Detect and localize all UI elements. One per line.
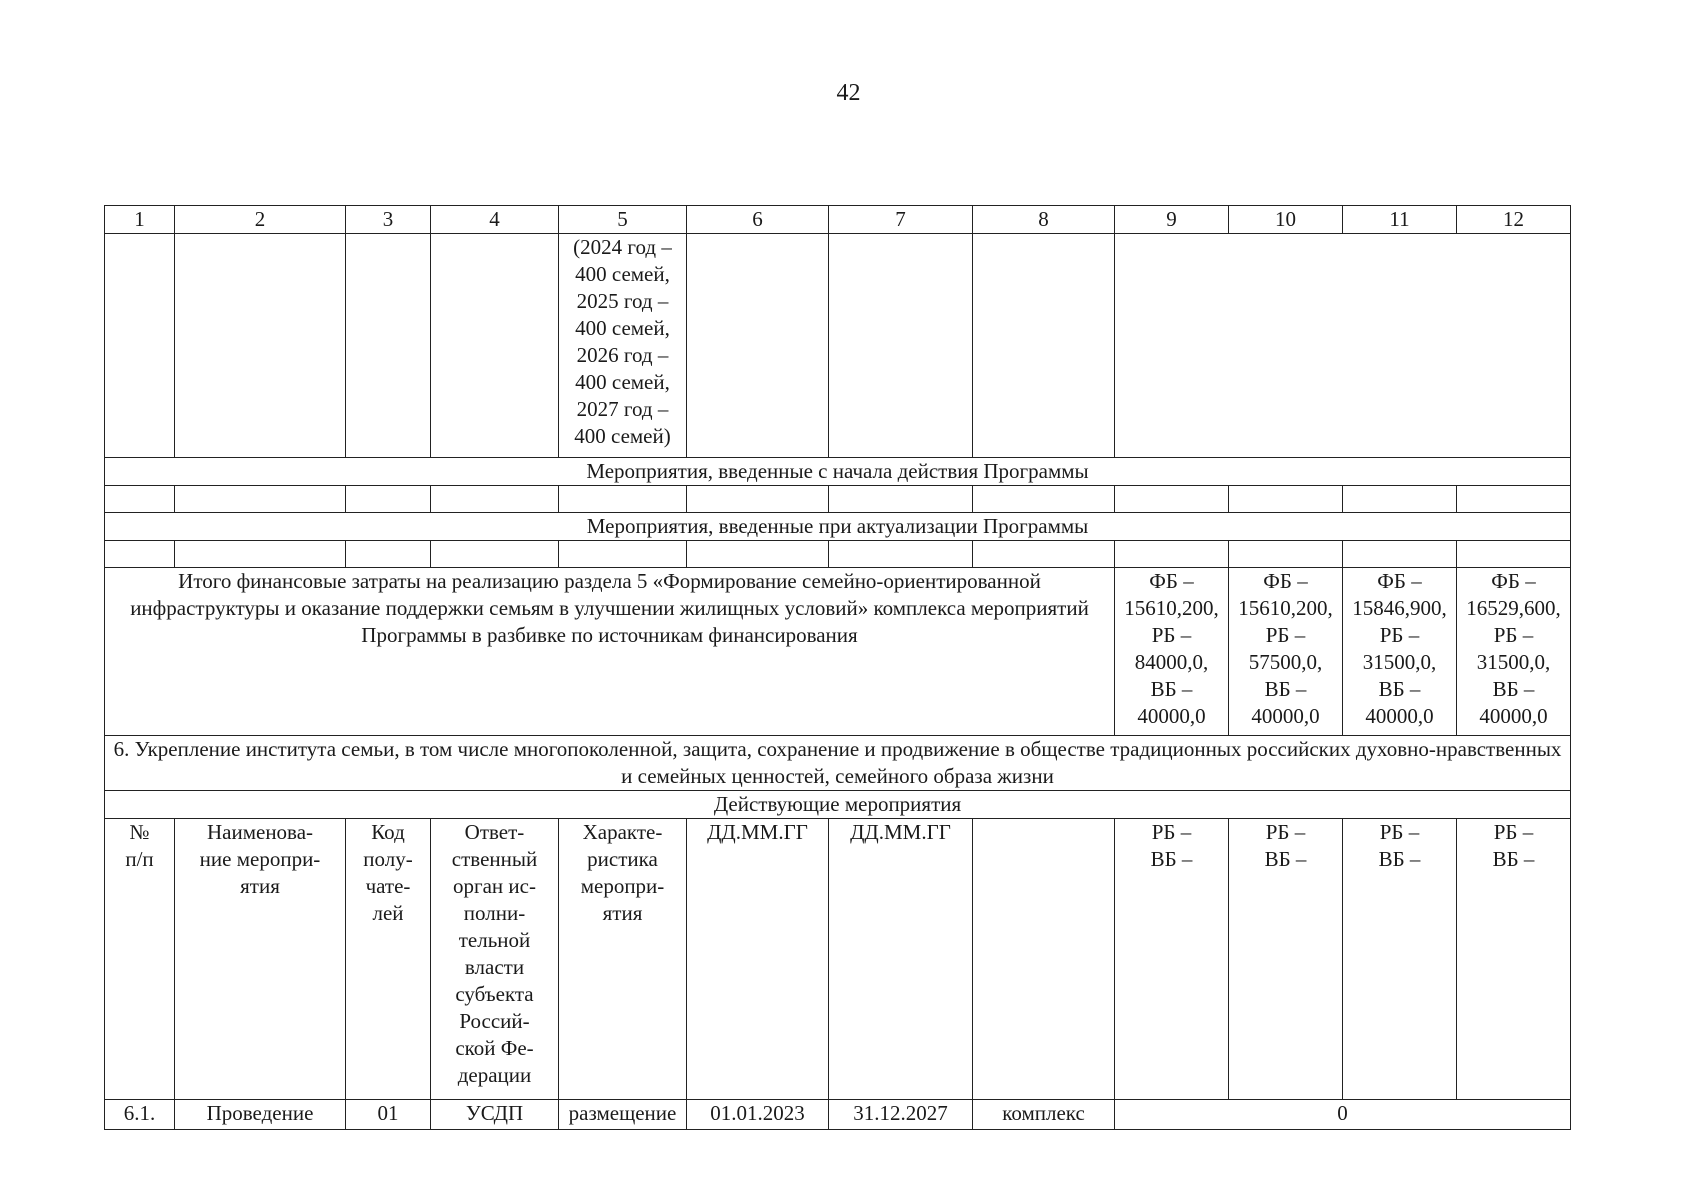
amount-line: ВБ – bbox=[1264, 677, 1307, 701]
amount-line: 15846,900, bbox=[1352, 596, 1447, 620]
amount-line: ВБ – bbox=[1378, 677, 1421, 701]
col-number: 7 bbox=[829, 206, 973, 234]
amount-line: 16529,600, bbox=[1466, 596, 1561, 620]
template-header-row bbox=[105, 819, 1571, 1100]
table-cell bbox=[687, 486, 829, 513]
total-amount-cell bbox=[1229, 568, 1343, 736]
total-costs-label: Итого финансовые затраты на реализацию раздела 5 «Формирование семейно-ориентированной инфраструктуры и оказание поддержки семьям в улучшении жилищных условий» комплекса мероприятий Программы в разбивке по источникам финансирования bbox=[105, 568, 1115, 736]
amount-line: 15610,200, bbox=[1124, 596, 1219, 620]
table-cell bbox=[1343, 486, 1457, 513]
amount-line: РБ – bbox=[1265, 820, 1306, 844]
recipient-code: 01 bbox=[346, 1100, 431, 1130]
amount-line: РБ – bbox=[1379, 820, 1420, 844]
section-started-label: Мероприятия, введенные с начала действия Программы bbox=[105, 458, 1571, 486]
amount-line: ФБ – bbox=[1149, 569, 1194, 593]
amount-line: 31500,0, bbox=[1476, 650, 1551, 674]
total-amount-cell bbox=[1115, 568, 1229, 736]
col8-value: комплекс bbox=[973, 1100, 1115, 1130]
table-cell bbox=[1229, 541, 1343, 568]
section-6-row bbox=[105, 736, 1571, 791]
cell-line: Характе- bbox=[582, 820, 663, 844]
table-cell bbox=[1115, 234, 1571, 458]
cell-line: 400 семей, bbox=[575, 370, 670, 394]
table-cell bbox=[346, 234, 431, 458]
table-cell bbox=[973, 541, 1115, 568]
table-cell bbox=[829, 234, 973, 458]
amount-line: ФБ – bbox=[1263, 569, 1308, 593]
authority-header-cell bbox=[431, 819, 559, 1100]
table-cell bbox=[973, 819, 1115, 1100]
cell-line: 2026 год – bbox=[576, 343, 669, 367]
cell-line: меропри- bbox=[580, 874, 665, 898]
table-cell bbox=[559, 486, 687, 513]
amount-line: ВБ – bbox=[1264, 847, 1307, 871]
amount-line: 84000,0, bbox=[1134, 650, 1209, 674]
col-number: 10 bbox=[1229, 206, 1343, 234]
continuation-row bbox=[105, 234, 1571, 458]
table-cell bbox=[346, 541, 431, 568]
cell-line: ятия bbox=[602, 901, 643, 925]
funding-amount: 0 bbox=[1115, 1100, 1571, 1130]
table-cell bbox=[105, 541, 175, 568]
table-cell bbox=[1115, 486, 1229, 513]
cell-line: чате- bbox=[365, 874, 411, 898]
cell-line: лей bbox=[372, 901, 404, 925]
funding-header-cell bbox=[1115, 819, 1229, 1100]
amount-line: РБ – bbox=[1151, 623, 1192, 647]
end-date: 31.12.2027 bbox=[829, 1100, 973, 1130]
cell-line: субъекта bbox=[455, 982, 534, 1006]
column-number-row bbox=[105, 206, 1571, 234]
amount-line: 40000,0 bbox=[1137, 704, 1206, 728]
characteristic: размещение bbox=[559, 1100, 687, 1130]
table-cell bbox=[1457, 486, 1571, 513]
total-amount-cell bbox=[1457, 568, 1571, 736]
amount-line: ВБ – bbox=[1492, 847, 1535, 871]
table-cell bbox=[687, 541, 829, 568]
amount-line: 57500,0, bbox=[1248, 650, 1323, 674]
cell-line: п/п bbox=[125, 847, 154, 871]
amount-line: ВБ – bbox=[1378, 847, 1421, 871]
table-cell bbox=[829, 486, 973, 513]
measure-name-header-cell bbox=[175, 819, 346, 1100]
amount-line: ФБ – bbox=[1491, 569, 1536, 593]
table-cell bbox=[175, 486, 346, 513]
cell-line: ской Фе- bbox=[455, 1036, 534, 1060]
table-cell bbox=[973, 486, 1115, 513]
end-date-header-cell: ДД.ММ.ГГ bbox=[829, 819, 973, 1100]
recipient-code-header-cell bbox=[346, 819, 431, 1100]
col-number: 9 bbox=[1115, 206, 1229, 234]
amount-line: ВБ – bbox=[1150, 847, 1193, 871]
cell-line: 400 семей, bbox=[575, 262, 670, 286]
current-measures-label: Действующие мероприятия bbox=[105, 791, 1571, 819]
characteristic-header-cell bbox=[559, 819, 687, 1100]
col-number: 6 bbox=[687, 206, 829, 234]
table-cell bbox=[1115, 541, 1229, 568]
authority: УСДП bbox=[431, 1100, 559, 1130]
empty-row bbox=[105, 486, 1571, 513]
cell-line: ние меропри- bbox=[199, 847, 321, 871]
amount-line: РБ – bbox=[1265, 623, 1306, 647]
current-measures-row bbox=[105, 791, 1571, 819]
table-cell bbox=[973, 234, 1115, 458]
families-per-year-cell bbox=[559, 234, 687, 458]
row-number: 6.1. bbox=[105, 1100, 175, 1130]
cell-line: Ответ- bbox=[464, 820, 525, 844]
start-date: 01.01.2023 bbox=[687, 1100, 829, 1130]
section-updated-row bbox=[105, 513, 1571, 541]
cell-line: Наименова- bbox=[206, 820, 314, 844]
cell-line: тельной bbox=[458, 928, 531, 952]
cell-line: полу- bbox=[363, 847, 413, 871]
page-number: 42 bbox=[836, 80, 861, 106]
col-number: 3 bbox=[346, 206, 431, 234]
amount-line: РБ – bbox=[1493, 820, 1534, 844]
col-number: 4 bbox=[431, 206, 559, 234]
table-cell bbox=[105, 486, 175, 513]
cell-line: 400 семей, bbox=[575, 316, 670, 340]
col-number: 12 bbox=[1457, 206, 1571, 234]
cell-line: полни- bbox=[463, 901, 526, 925]
table-cell bbox=[559, 541, 687, 568]
col-number: 8 bbox=[973, 206, 1115, 234]
cell-line: 2027 год – bbox=[576, 397, 669, 421]
amount-line: 31500,0, bbox=[1362, 650, 1437, 674]
table-cell bbox=[1343, 541, 1457, 568]
amount-line: РБ – bbox=[1379, 623, 1420, 647]
cell-line: дерации bbox=[457, 1063, 532, 1087]
table-cell bbox=[829, 541, 973, 568]
amount-line: 40000,0 bbox=[1479, 704, 1548, 728]
funding-header-cell bbox=[1229, 819, 1343, 1100]
table-cell bbox=[431, 486, 559, 513]
cell-line: ятия bbox=[240, 874, 280, 898]
cell-line: № bbox=[129, 820, 150, 844]
cell-line: 400 семей) bbox=[574, 424, 671, 448]
amount-line: РБ – bbox=[1151, 820, 1192, 844]
amount-line: ВБ – bbox=[1150, 677, 1193, 701]
funding-header-cell bbox=[1457, 819, 1571, 1100]
cell-line: орган ис- bbox=[453, 874, 536, 898]
amount-line: 40000,0 bbox=[1365, 704, 1434, 728]
table-cell bbox=[1457, 541, 1571, 568]
amount-line: ФБ – bbox=[1377, 569, 1422, 593]
measure-name: Проведение bbox=[175, 1100, 346, 1130]
col-number: 2 bbox=[175, 206, 346, 234]
total-amount-cell bbox=[1343, 568, 1457, 736]
funding-header-cell bbox=[1343, 819, 1457, 1100]
table-cell bbox=[431, 234, 559, 458]
start-date-header-cell: ДД.ММ.ГГ bbox=[687, 819, 829, 1100]
col-number: 11 bbox=[1343, 206, 1457, 234]
table-cell bbox=[1229, 486, 1343, 513]
table-cell bbox=[431, 541, 559, 568]
amount-line: РБ – bbox=[1493, 623, 1534, 647]
table-cell bbox=[105, 234, 175, 458]
table-cell bbox=[175, 541, 346, 568]
cell-line: ственный bbox=[451, 847, 538, 871]
cell-line: Россий- bbox=[459, 1009, 530, 1033]
col-number: 1 bbox=[105, 206, 175, 234]
cell-line: Код bbox=[371, 820, 405, 844]
table-cell bbox=[687, 234, 829, 458]
empty-row bbox=[105, 541, 1571, 568]
table-cell bbox=[346, 486, 431, 513]
cell-line: ристика bbox=[587, 847, 658, 871]
cell-line: 2025 год – bbox=[576, 289, 669, 313]
section-started-row bbox=[105, 458, 1571, 486]
cell-line: (2024 год – bbox=[573, 235, 672, 259]
section-updated-label: Мероприятия, введенные при актуализации Программы bbox=[105, 513, 1571, 541]
cell-line: власти bbox=[464, 955, 525, 979]
col-number: 5 bbox=[559, 206, 687, 234]
section-6-title: 6. Укрепление института семьи, в том числе многопоколенной, защита, сохранение и продвижение в обществе традиционных российских духовно-нравственных и семейных ценностей, семейного образа жизни bbox=[105, 736, 1571, 791]
amount-line: 15610,200, bbox=[1238, 596, 1333, 620]
amount-line: ВБ – bbox=[1492, 677, 1535, 701]
program-table bbox=[104, 205, 1571, 1130]
number-header-cell bbox=[105, 819, 175, 1100]
table-row bbox=[105, 1100, 1571, 1130]
total-costs-row bbox=[105, 568, 1571, 736]
table-cell bbox=[175, 234, 346, 458]
amount-line: 40000,0 bbox=[1251, 704, 1320, 728]
